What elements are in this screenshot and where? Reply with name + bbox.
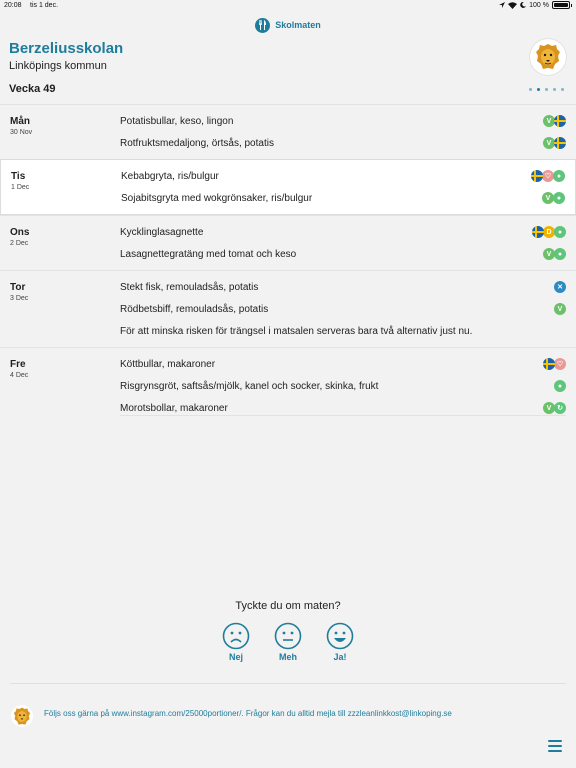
dish-name: Kycklinglasagnette [120,226,204,238]
day-name: Ons [10,227,30,238]
dish-badges [543,192,565,204]
dish-name: Sojabitsgryta med wokgrönsaker, ris/bulgur [121,192,313,204]
day-header [1,160,121,214]
school-logo[interactable] [530,39,566,75]
vegetarian-icon: V [543,115,555,127]
happy-face-icon[interactable] [326,622,354,650]
day-date: 30 Nov [10,129,33,136]
vegetarian-icon: V [554,303,566,315]
day-header [0,216,120,270]
swedish-flag-icon [554,115,566,127]
dish-badges [555,303,566,315]
status-right [499,1,570,9]
fish-icon: ✕ [554,281,566,293]
status-time: 20:08 [4,2,22,9]
lion-icon [13,707,31,726]
dish-item[interactable] [120,298,566,320]
day-row [0,270,576,347]
page-dot[interactable] [561,88,564,91]
dish-list [121,160,575,214]
feedback-label: Ja! [333,652,347,662]
weekly-menu [0,104,576,424]
dish-name: Rotfruktsmedaljong, örtsås, potatis [120,137,274,149]
swedish-flag-icon [543,358,555,370]
feedback-option[interactable] [222,622,250,662]
day-date: 2 Dec [10,240,29,247]
dish-badges [532,170,565,182]
climate-smart-icon: ● [554,226,566,238]
app-header [0,14,576,36]
recycle-icon: ↻ [554,402,566,414]
dish-item[interactable] [121,165,565,187]
dish-item[interactable] [120,320,566,342]
dish-name: För att minska risken för trängsel i matsalen serveras bara två alternativ just nu. [120,325,473,337]
neutral-face-icon[interactable] [274,622,302,650]
dish-badges [555,380,566,392]
wifi-icon [508,2,517,9]
dish-badges [544,402,566,414]
dish-list [120,216,576,270]
climate-smart-icon: ● [554,380,566,392]
vegetarian-icon: V [543,248,555,260]
day-header [0,271,120,347]
feedback-label: Nej [228,652,243,662]
dish-item[interactable] [121,187,565,209]
lion-icon [535,43,561,71]
municipality-name: Linköpings kommun [9,60,107,72]
hamburger-line [548,745,562,747]
day-name: Tis [11,171,26,182]
swedish-flag-icon [531,170,543,182]
battery-percent: 100 % [529,1,549,9]
dish-badges [544,115,566,127]
dish-item[interactable] [120,243,566,265]
dish-item[interactable] [120,353,566,375]
vegetarian-icon: V [542,192,554,204]
week-label: Vecka 49 [9,83,56,95]
page-dot[interactable] [529,88,532,91]
location-icon [499,2,505,9]
swedish-flag-icon [532,226,544,238]
climate-smart-icon: ● [553,170,565,182]
dish-name: Potatisbullar, keso, lingon [120,115,234,127]
do-not-disturb-icon [520,2,526,8]
page-dot[interactable] [537,88,540,91]
dish-name: Lasagnettegratäng med tomat och keso [120,248,297,260]
dish-item[interactable] [120,132,566,154]
dish-name: Rödbetsbiff, remouladsås, potatis [120,303,269,315]
day-header [0,105,120,159]
divider [10,683,566,684]
dish-badges [544,137,566,149]
day-row [0,159,576,215]
day-date: 4 Dec [10,372,29,379]
menu-button[interactable] [548,740,562,755]
dish-item[interactable] [120,221,566,243]
feedback-options [0,622,576,662]
vegetarian-icon: V [543,402,555,414]
page-dot[interactable] [553,88,556,91]
day-name: Mån [10,116,30,127]
dish-list [120,271,576,347]
day-name: Fre [10,359,26,370]
feedback-option[interactable] [274,622,302,662]
app-title: Skolmaten [275,20,321,30]
school-name: Berzeliusskolan [9,40,124,57]
day-row [0,104,576,159]
vegetarian-icon: V [543,137,555,149]
day-name: Tor [10,282,26,293]
week-page-indicator[interactable] [529,88,564,91]
dish-item[interactable] [120,375,566,397]
hamburger-line [548,750,562,752]
day-date: 1 Dec [11,184,30,191]
day-row [0,215,576,270]
battery-icon [552,1,570,9]
dish-badges [533,226,566,238]
dish-name: Köttbullar, makaroner [120,358,216,370]
pork-icon: ♡ [554,358,566,370]
divider [120,415,566,416]
swedish-flag-icon [554,137,566,149]
status-bar [0,0,576,12]
dish-badges [544,248,566,260]
dish-item[interactable] [120,110,566,132]
feedback-label: Meh [279,652,297,662]
sad-face-icon[interactable] [222,622,250,650]
dish-name: Risgrynsgröt, saftsås/mjölk, kanel och socker, skinka, frukt [120,380,379,392]
hamburger-line [548,740,562,742]
page-dot[interactable] [545,88,548,91]
footer-logo [11,705,33,727]
dish-name: Stekt fisk, remouladsås, potatis [120,281,259,293]
climate-smart-icon: ● [554,248,566,260]
cutlery-icon [255,18,270,33]
pork-icon: ♡ [542,170,554,182]
dish-list [120,105,576,159]
dish-name: Morotsbollar, makaroner [120,402,228,414]
dish-list [120,348,576,424]
dish-badges [544,358,566,370]
dish-name: Kebabgryta, ris/bulgur [121,170,219,182]
footer-info-link[interactable]: Följs oss gärna på www.instagram.com/25000portioner/. Frågor kan du alltid mejla till zzzleanlinkkost@linkoping.se [44,709,452,718]
feedback-question: Tyckte du om maten? [235,600,341,612]
day-date: 3 Dec [10,295,29,302]
day-row [0,347,576,424]
dish-item[interactable] [120,276,566,298]
dairy-icon: D [543,226,555,238]
feedback-option[interactable] [326,622,354,662]
dish-badges [555,281,566,293]
day-header [0,348,120,424]
status-date: tis 1 dec. [30,2,59,9]
climate-smart-icon: ● [553,192,565,204]
